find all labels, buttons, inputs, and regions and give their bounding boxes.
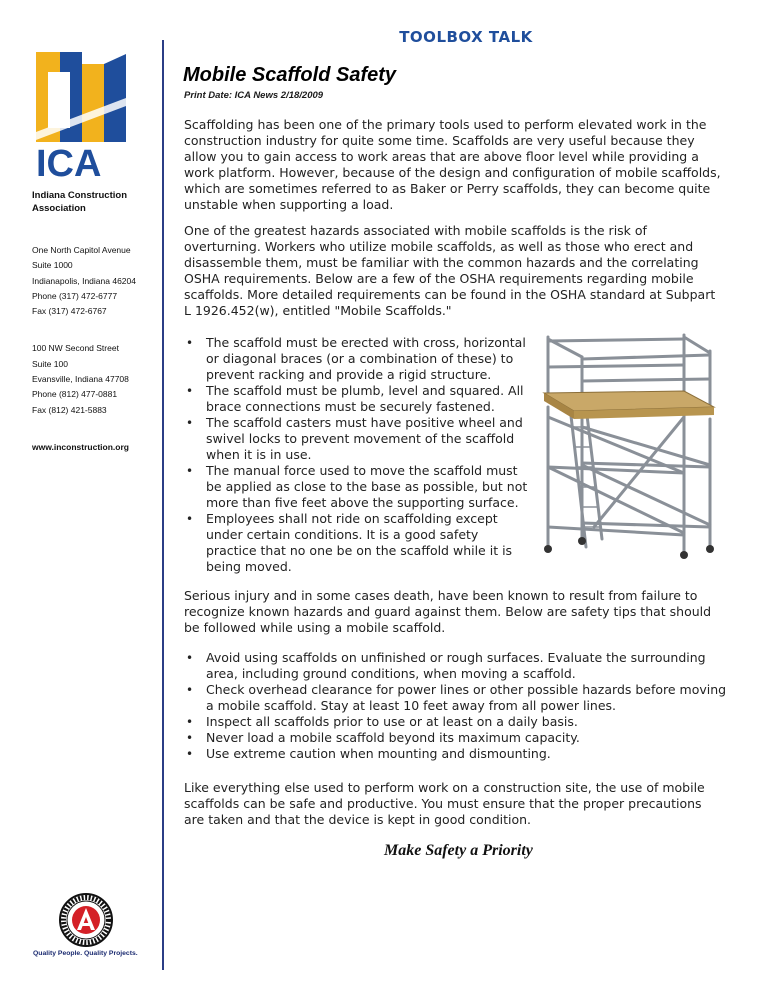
page-header-title: TOOLBOX TALK <box>399 28 533 46</box>
list-item: • Check overhead clearance for power lines or other possible hazards before moving a mobile scaffold. Stay at least 10 feet away from all power lines. <box>184 682 729 714</box>
safety-tips-intro: Serious injury and in some cases death, have been known to result from failure to recognize known hazards and guard against them. Below are safety tips that should be followed while using a mobile scaffold. <box>184 588 712 635</box>
hazards-paragraph: One of the greatest hazards associated with mobile scaffolds is the risk of overturning. Workers who utilize mobile scaffolds, as well as those who erect and disassemble them, must be familiar with the common hazards and the correlating OSHA requirements. Below are a few of the OSHA requirements regarding mobile scaffolds. More detailed requirements can be found in the OSHA standard at Subpart L 1926.452(w), entitled "Mobile Scaffolds." <box>184 223 716 318</box>
fax-line: Fax (317) 472-6767 <box>32 306 107 317</box>
website-link[interactable]: www.inconstruction.org <box>32 441 129 452</box>
list-item: • Employees shall not ride on scaffolding except under certain conditions. It is a good safety practice that no one be on the scaffold while it is being moved. <box>184 511 529 575</box>
ica-logo-text: ICA <box>36 143 102 180</box>
list-item: • Inspect all scaffolds prior to use or at least on a daily basis. <box>184 714 729 730</box>
phone-line: Phone (317) 472-6777 <box>32 290 118 301</box>
closing-paragraph: Like everything else used to perform work on a construction site, the use of mobile scaffolds can be safe and productive. You must ensure that the proper precautions are taken and that the device is kept in good condition. <box>184 780 705 827</box>
phone-line: Phone (812) 477-0881 <box>32 389 118 400</box>
address-line: Suite 1000 <box>32 260 73 271</box>
list-item: • The scaffold must be plumb, level and squared. All brace connections must be securely fastened. <box>184 383 529 415</box>
address-line: 100 NW Second Street <box>32 343 119 354</box>
fax-line: Fax (812) 421-5883 <box>32 404 107 415</box>
safety-slogan: Make Safety a Priority <box>384 842 533 859</box>
intro-paragraph: Scaffolding has been one of the primary tools used to perform elevated work in the construction industry for quite some time. Scaffolds are very useful because they allow you to gain access to work areas that are above floor level while providing a work platform. However, because of the design and configuration of mobile scaffolds, which are sometimes referred to as Baker or Perry scaffolds, they can become quite unstable when supporting a load. <box>184 117 721 212</box>
list-item: • Never load a mobile scaffold beyond its maximum capacity. <box>184 730 729 746</box>
sidebar-divider <box>162 40 164 970</box>
agc-tagline: Quality People. Quality Projects. <box>33 950 138 957</box>
address-line: Indianapolis, Indiana 46204 <box>32 275 136 286</box>
osha-requirements-list <box>184 335 529 575</box>
list-item: • The manual force used to move the scaffold must be applied as close to the base as possible, but not more than five feet above the supporting surface. <box>184 463 529 511</box>
mobile-scaffold-image <box>534 327 729 559</box>
office-indianapolis <box>32 243 157 319</box>
office-evansville <box>32 341 157 417</box>
safety-tips-list <box>184 650 729 762</box>
list-item: • The scaffold casters must have positive wheel and swivel locks to prevent movement of the scaffold when it is in use. <box>184 415 529 463</box>
list-item: • Avoid using scaffolds on unfinished or rough surfaces. Evaluate the surrounding area, including ground conditions, when moving a scaffold. <box>184 650 729 682</box>
address-line: Suite 100 <box>32 358 68 369</box>
sidebar-contact <box>32 190 157 455</box>
agc-seal-logo <box>58 892 114 948</box>
list-item: • The scaffold must be erected with cross, horizontal or diagonal braces (or a combination of these) to prevent racking and provide a rigid structure. <box>184 335 529 383</box>
ica-logo <box>34 50 144 180</box>
address-line: Evansville, Indiana 47708 <box>32 374 129 385</box>
print-date: Print Date: ICA News 2/18/2009 <box>184 90 324 101</box>
article-title: Mobile Scaffold Safety <box>183 64 397 86</box>
address-line: One North Capitol Avenue <box>32 245 131 255</box>
list-item: • Use extreme caution when mounting and dismounting. <box>184 746 729 762</box>
org-name: Indiana Construction Association <box>32 190 127 214</box>
